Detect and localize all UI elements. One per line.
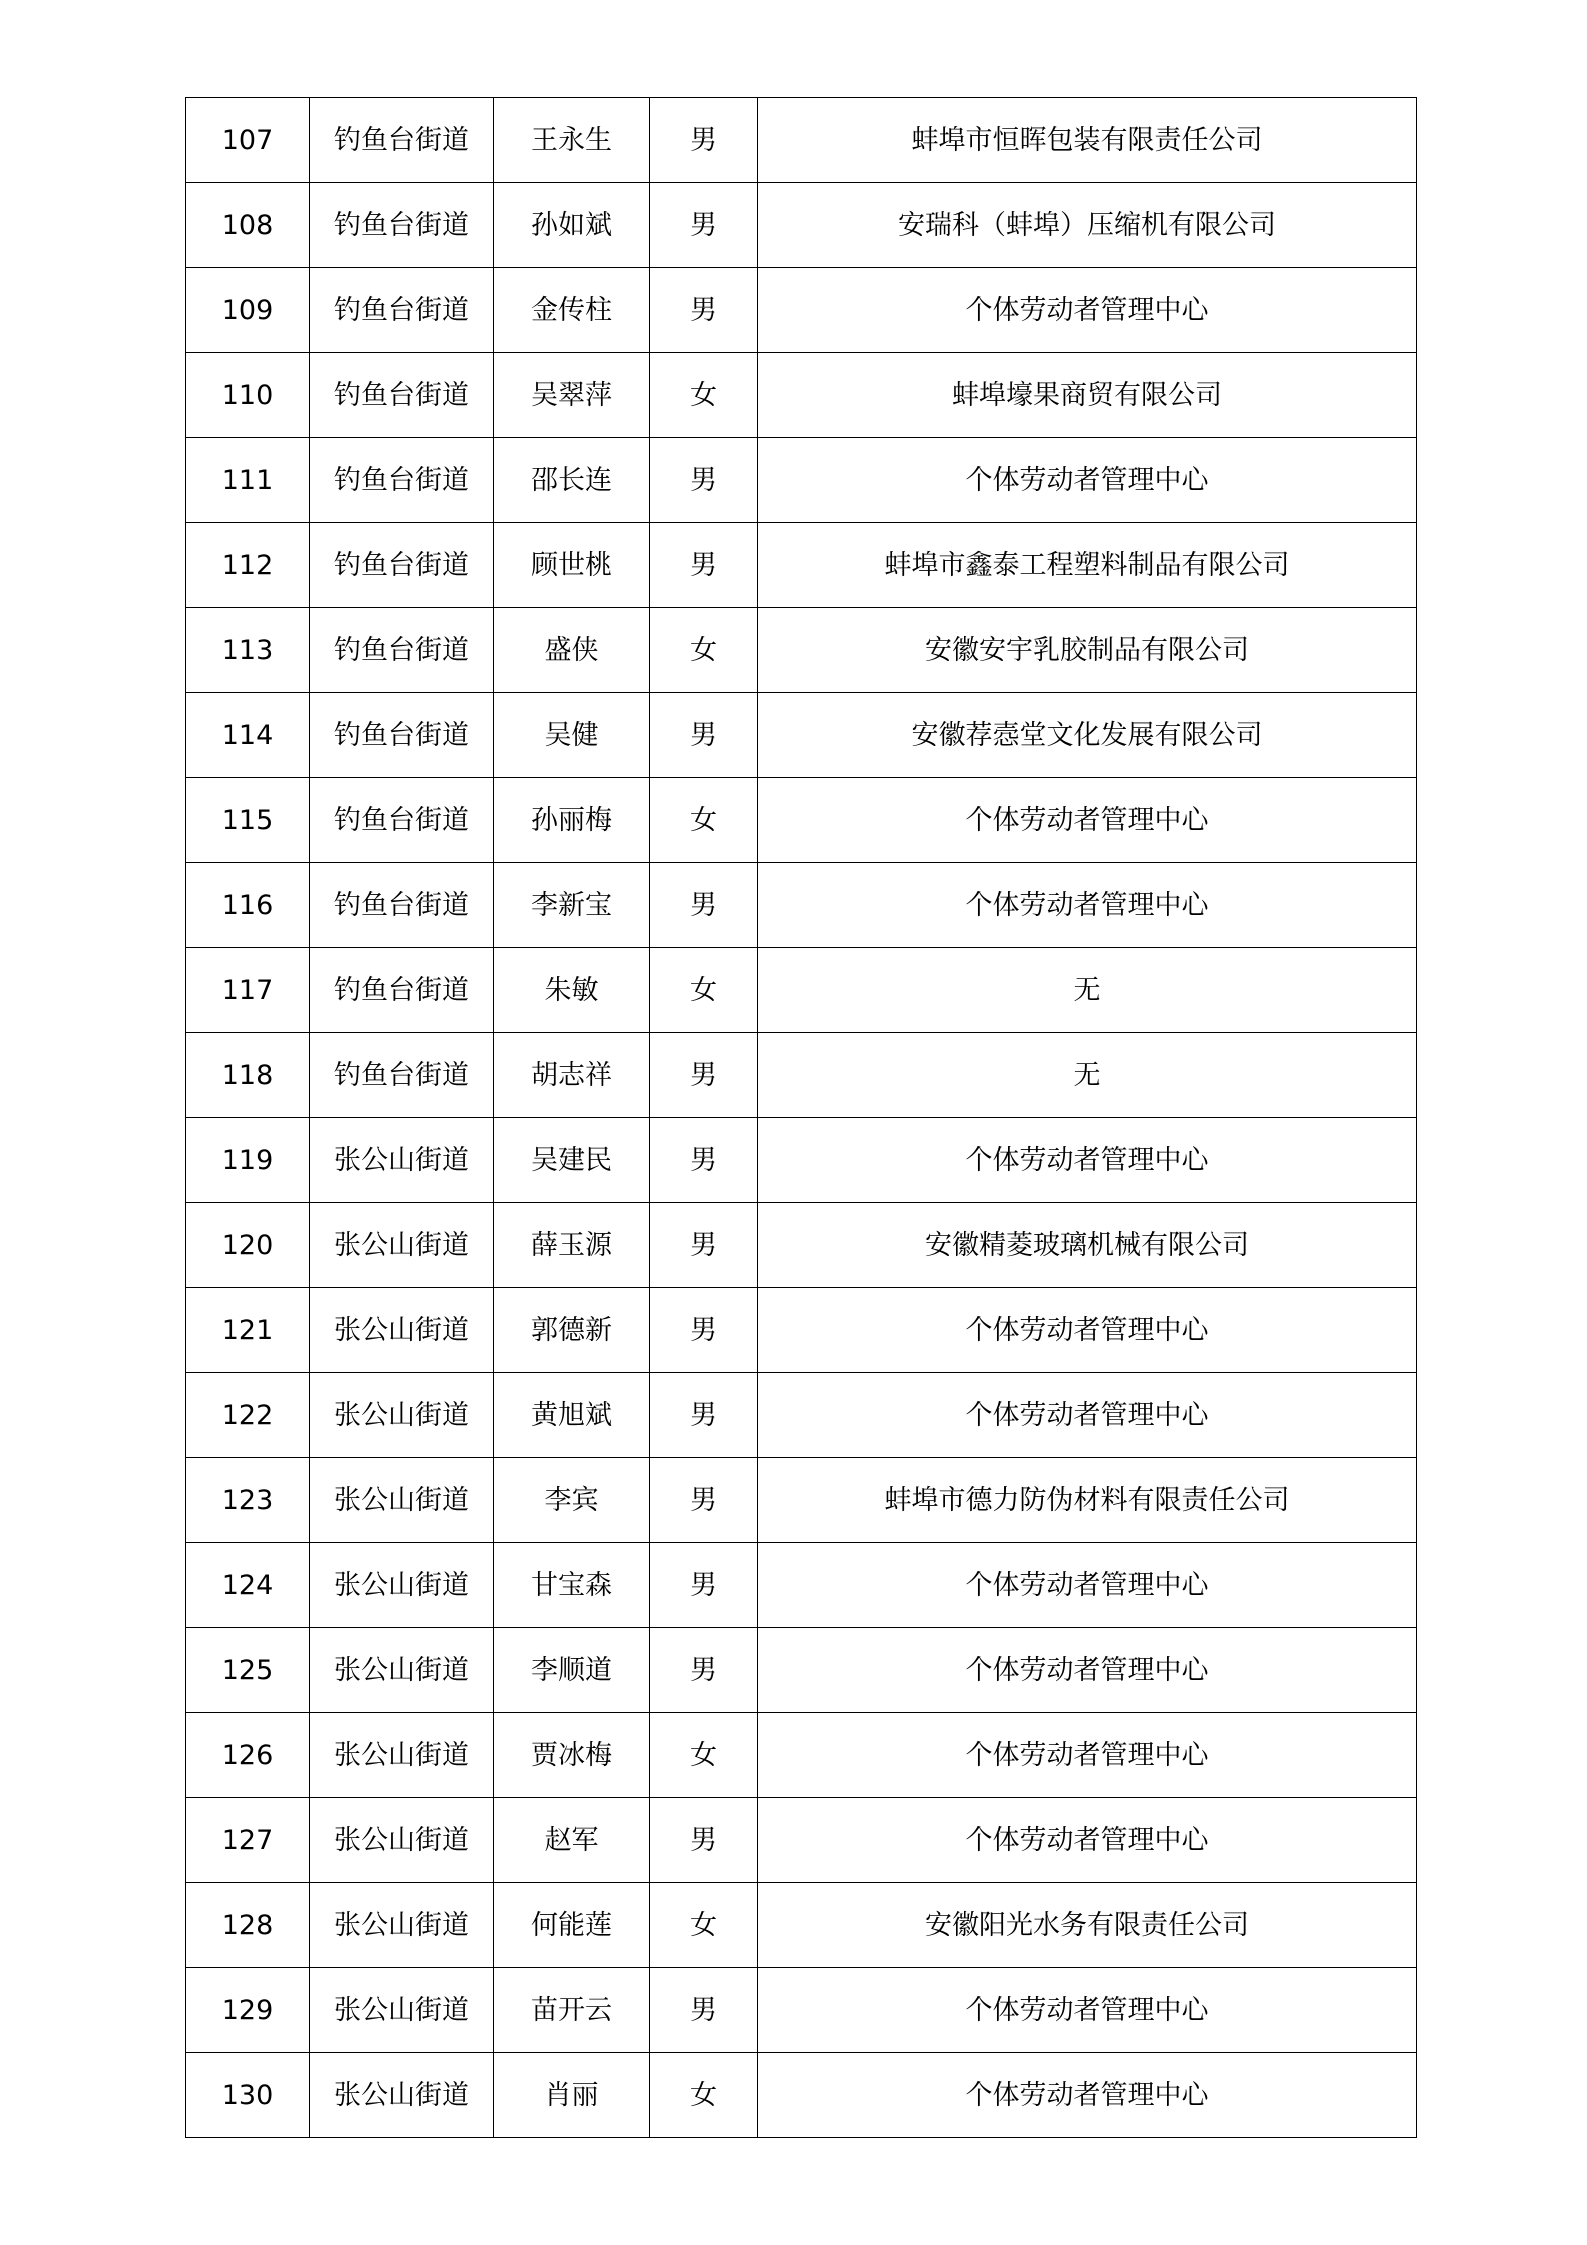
- street-cell: 钓鱼台街道: [310, 863, 494, 948]
- table-row: [186, 948, 1417, 1033]
- gender-cell: 女: [650, 608, 758, 693]
- table-row: [186, 608, 1417, 693]
- row-number: 115: [186, 778, 310, 863]
- street-cell: 张公山街道: [310, 1543, 494, 1628]
- employer-cell: 无: [758, 1033, 1417, 1118]
- street-cell: 钓鱼台街道: [310, 778, 494, 863]
- row-number: 118: [186, 1033, 310, 1118]
- name-cell: 李宾: [494, 1458, 650, 1543]
- table-row: [186, 1203, 1417, 1288]
- gender-cell: 女: [650, 948, 758, 1033]
- row-number: 107: [186, 98, 310, 183]
- employer-cell: 个体劳动者管理中心: [758, 1713, 1417, 1798]
- row-number: 112: [186, 523, 310, 608]
- name-cell: 苗开云: [494, 1968, 650, 2053]
- employer-cell: 个体劳动者管理中心: [758, 778, 1417, 863]
- street-cell: 钓鱼台街道: [310, 608, 494, 693]
- gender-cell: 男: [650, 1118, 758, 1203]
- employer-cell: 蚌埠市德力防伪材料有限责任公司: [758, 1458, 1417, 1543]
- row-number: 110: [186, 353, 310, 438]
- table-row: [186, 2053, 1417, 2138]
- row-number: 111: [186, 438, 310, 523]
- roster-table: [185, 97, 1417, 2138]
- name-cell: 郭德新: [494, 1288, 650, 1373]
- employer-cell: 安徽安宇乳胶制品有限公司: [758, 608, 1417, 693]
- name-cell: 盛侠: [494, 608, 650, 693]
- table-row: [186, 183, 1417, 268]
- row-number: 109: [186, 268, 310, 353]
- employer-cell: 蚌埠壕果商贸有限公司: [758, 353, 1417, 438]
- table-row: [186, 778, 1417, 863]
- gender-cell: 女: [650, 1713, 758, 1798]
- gender-cell: 男: [650, 1033, 758, 1118]
- gender-cell: 男: [650, 1543, 758, 1628]
- gender-cell: 男: [650, 1628, 758, 1713]
- row-number: 120: [186, 1203, 310, 1288]
- name-cell: 吴健: [494, 693, 650, 778]
- name-cell: 何能莲: [494, 1883, 650, 1968]
- employer-cell: 个体劳动者管理中心: [758, 1543, 1417, 1628]
- street-cell: 张公山街道: [310, 1628, 494, 1713]
- row-number: 113: [186, 608, 310, 693]
- name-cell: 孙如斌: [494, 183, 650, 268]
- row-number: 119: [186, 1118, 310, 1203]
- name-cell: 黄旭斌: [494, 1373, 650, 1458]
- row-number: 108: [186, 183, 310, 268]
- gender-cell: 男: [650, 693, 758, 778]
- street-cell: 钓鱼台街道: [310, 948, 494, 1033]
- table-row: [186, 863, 1417, 948]
- name-cell: 李新宝: [494, 863, 650, 948]
- gender-cell: 男: [650, 1203, 758, 1288]
- employer-cell: 安徽精菱玻璃机械有限公司: [758, 1203, 1417, 1288]
- row-number: 124: [186, 1543, 310, 1628]
- employer-cell: 个体劳动者管理中心: [758, 1373, 1417, 1458]
- gender-cell: 男: [650, 863, 758, 948]
- gender-cell: 男: [650, 1373, 758, 1458]
- employer-cell: 个体劳动者管理中心: [758, 1968, 1417, 2053]
- street-cell: 张公山街道: [310, 2053, 494, 2138]
- street-cell: 张公山街道: [310, 1968, 494, 2053]
- gender-cell: 男: [650, 438, 758, 523]
- table-row: [186, 1458, 1417, 1543]
- name-cell: 王永生: [494, 98, 650, 183]
- row-number: 130: [186, 2053, 310, 2138]
- name-cell: 吴翠萍: [494, 353, 650, 438]
- name-cell: 肖丽: [494, 2053, 650, 2138]
- street-cell: 张公山街道: [310, 1373, 494, 1458]
- table-row: [186, 1883, 1417, 1968]
- street-cell: 钓鱼台街道: [310, 98, 494, 183]
- row-number: 128: [186, 1883, 310, 1968]
- employer-cell: 个体劳动者管理中心: [758, 268, 1417, 353]
- table-row: [186, 98, 1417, 183]
- name-cell: 金传柱: [494, 268, 650, 353]
- table-row: [186, 1118, 1417, 1203]
- employer-cell: 个体劳动者管理中心: [758, 863, 1417, 948]
- name-cell: 甘宝森: [494, 1543, 650, 1628]
- gender-cell: 女: [650, 1883, 758, 1968]
- table-row: [186, 1543, 1417, 1628]
- row-number: 123: [186, 1458, 310, 1543]
- employer-cell: 安徽阳光水务有限责任公司: [758, 1883, 1417, 1968]
- street-cell: 钓鱼台街道: [310, 183, 494, 268]
- street-cell: 钓鱼台街道: [310, 438, 494, 523]
- employer-cell: 无: [758, 948, 1417, 1033]
- street-cell: 钓鱼台街道: [310, 693, 494, 778]
- name-cell: 贾冰梅: [494, 1713, 650, 1798]
- name-cell: 李顺道: [494, 1628, 650, 1713]
- table-row: [186, 268, 1417, 353]
- name-cell: 孙丽梅: [494, 778, 650, 863]
- table-row: [186, 353, 1417, 438]
- employer-cell: 安瑞科（蚌埠）压缩机有限公司: [758, 183, 1417, 268]
- employer-cell: 安徽荐悫堂文化发展有限公司: [758, 693, 1417, 778]
- employer-cell: 个体劳动者管理中心: [758, 1118, 1417, 1203]
- employer-cell: 个体劳动者管理中心: [758, 1628, 1417, 1713]
- gender-cell: 男: [650, 268, 758, 353]
- gender-cell: 女: [650, 2053, 758, 2138]
- gender-cell: 男: [650, 98, 758, 183]
- name-cell: 胡志祥: [494, 1033, 650, 1118]
- name-cell: 薛玉源: [494, 1203, 650, 1288]
- employer-cell: 蚌埠市恒晖包装有限责任公司: [758, 98, 1417, 183]
- gender-cell: 男: [650, 1798, 758, 1883]
- name-cell: 吴建民: [494, 1118, 650, 1203]
- street-cell: 钓鱼台街道: [310, 268, 494, 353]
- employer-cell: 个体劳动者管理中心: [758, 2053, 1417, 2138]
- table-row: [186, 1798, 1417, 1883]
- gender-cell: 男: [650, 523, 758, 608]
- gender-cell: 女: [650, 778, 758, 863]
- row-number: 127: [186, 1798, 310, 1883]
- row-number: 129: [186, 1968, 310, 2053]
- street-cell: 张公山街道: [310, 1883, 494, 1968]
- table-row: [186, 1968, 1417, 2053]
- name-cell: 邵长连: [494, 438, 650, 523]
- table-row: [186, 1033, 1417, 1118]
- row-number: 114: [186, 693, 310, 778]
- street-cell: 张公山街道: [310, 1713, 494, 1798]
- gender-cell: 男: [650, 1968, 758, 2053]
- table-row: [186, 1628, 1417, 1713]
- name-cell: 顾世桃: [494, 523, 650, 608]
- table-row: [186, 438, 1417, 523]
- table-row: [186, 523, 1417, 608]
- street-cell: 钓鱼台街道: [310, 523, 494, 608]
- name-cell: 朱敏: [494, 948, 650, 1033]
- street-cell: 张公山街道: [310, 1203, 494, 1288]
- row-number: 121: [186, 1288, 310, 1373]
- row-number: 117: [186, 948, 310, 1033]
- gender-cell: 男: [650, 183, 758, 268]
- name-cell: 赵军: [494, 1798, 650, 1883]
- employer-cell: 个体劳动者管理中心: [758, 438, 1417, 523]
- street-cell: 张公山街道: [310, 1288, 494, 1373]
- gender-cell: 男: [650, 1288, 758, 1373]
- employer-cell: 个体劳动者管理中心: [758, 1288, 1417, 1373]
- table-row: [186, 1713, 1417, 1798]
- row-number: 126: [186, 1713, 310, 1798]
- gender-cell: 男: [650, 1458, 758, 1543]
- employer-cell: 个体劳动者管理中心: [758, 1798, 1417, 1883]
- row-number: 122: [186, 1373, 310, 1458]
- table-row: [186, 693, 1417, 778]
- row-number: 116: [186, 863, 310, 948]
- gender-cell: 女: [650, 353, 758, 438]
- roster-table-body: [186, 98, 1417, 2138]
- row-number: 125: [186, 1628, 310, 1713]
- street-cell: 张公山街道: [310, 1458, 494, 1543]
- street-cell: 张公山街道: [310, 1798, 494, 1883]
- street-cell: 张公山街道: [310, 1118, 494, 1203]
- employer-cell: 蚌埠市鑫泰工程塑料制品有限公司: [758, 523, 1417, 608]
- street-cell: 钓鱼台街道: [310, 353, 494, 438]
- table-row: [186, 1288, 1417, 1373]
- street-cell: 钓鱼台街道: [310, 1033, 494, 1118]
- table-row: [186, 1373, 1417, 1458]
